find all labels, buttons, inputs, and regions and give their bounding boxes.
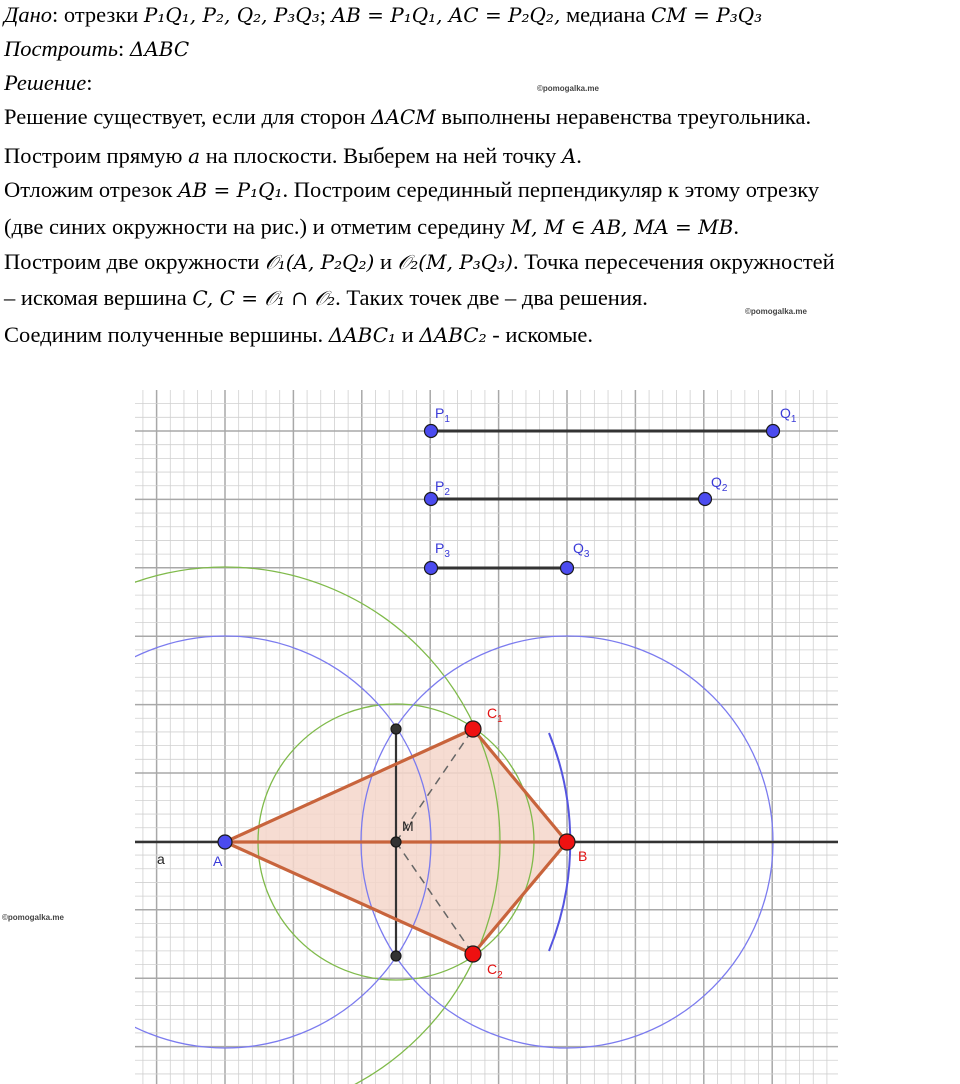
triangle-acm: ΔACM xyxy=(371,105,436,129)
point-q2 xyxy=(699,493,712,506)
solution-text-5b: и xyxy=(374,249,398,274)
solution-label-line: Решение: xyxy=(4,70,93,95)
midpoint-m: M, M ∈ AB, MA = MB xyxy=(510,215,734,239)
point-m xyxy=(391,837,401,847)
given-equalities: AB = P₁Q₁, AC = P₂Q₂, xyxy=(331,3,561,27)
solution-text-3a: Отложим отрезок xyxy=(4,177,179,202)
solution-text-5c: . Точка пересечения окружностей xyxy=(512,249,835,274)
solution-text-7c: - искомые. xyxy=(486,322,593,347)
construct-target: ΔABC xyxy=(129,37,190,61)
given-median-word: медиана xyxy=(560,2,651,27)
label-q3: $Q_3$ xyxy=(573,540,590,560)
point-b xyxy=(559,834,575,850)
point-c1 xyxy=(465,721,481,737)
watermark-left: ©pomogalka.me xyxy=(2,913,64,922)
solution-text-6a: – искомая вершина xyxy=(4,285,193,310)
solution-line-4: (две синих окружности на рис.) и отметим середину M, M ∈ AB, MA = MB. xyxy=(4,214,739,239)
point-p3 xyxy=(425,562,438,575)
solution-text-2a: Построим прямую xyxy=(4,143,189,168)
solution-label: Решение xyxy=(4,70,87,95)
given-label: Дано xyxy=(4,2,52,27)
circle-o2: 𝒪₂(M, P₃Q₃) xyxy=(397,250,513,274)
given-sep: ; xyxy=(319,2,332,27)
construct-line: Построить: ΔABC xyxy=(4,36,190,61)
label-q1: $Q_1$ xyxy=(780,405,797,425)
label-p2: $P_2$ xyxy=(435,478,450,498)
label-p1: $P_1$ xyxy=(435,405,450,425)
given-segments: P₁Q₁, P₂, Q₂, P₃Q₃ xyxy=(143,3,320,27)
solution-text-5a: Построим две окружности xyxy=(4,249,266,274)
vertex-c: C, C = 𝒪₁ ∩ 𝒪₂ xyxy=(192,286,336,310)
solution-text-6b: . Таких точек две – два решения. xyxy=(335,285,648,310)
triangle-abc1: ΔABC₁ xyxy=(328,323,397,347)
point-bisector-bottom xyxy=(391,951,401,961)
point-a-symbol: A xyxy=(561,144,577,168)
solution-text-7a: Соединим полученные вершины. xyxy=(4,322,329,347)
solution-text-7b: и xyxy=(396,322,420,347)
label-m: M xyxy=(402,818,414,834)
circle-o1: 𝒪₁(A, P₂Q₂) xyxy=(265,250,375,274)
point-c2 xyxy=(465,946,481,962)
solution-text-2b: на плоскости. Выберем на ней точку xyxy=(200,143,562,168)
point-q3 xyxy=(561,562,574,575)
solution-text-1b: выполнены неравенства треугольника. xyxy=(435,104,812,129)
point-q1 xyxy=(767,425,780,438)
label-q2: $Q_2$ xyxy=(711,474,728,494)
solution-text-1a: Решение существует, если для сторон xyxy=(4,104,372,129)
solution-line-2: Построим прямую a на плоскости. Выберем на ней точку A. xyxy=(4,143,582,168)
watermark-top: ©pomogalka.me xyxy=(537,84,599,93)
label-c2: $C_2$ xyxy=(487,961,503,981)
given-median: CM = P₃Q₃ xyxy=(651,3,763,27)
given-text: : отрезки xyxy=(51,2,144,27)
point-bisector-top xyxy=(391,724,401,734)
watermark-mid: ©pomogalka.me xyxy=(745,307,807,316)
point-p2 xyxy=(425,493,438,506)
construct-label: Построить xyxy=(4,36,118,61)
label-line-a: a xyxy=(157,851,165,867)
triangle-abc2: ΔABC₂ xyxy=(419,323,487,347)
solution-text-3b: . Построим серединный перпендикуляр к этому отрезку xyxy=(282,177,820,202)
label-a: A xyxy=(213,853,223,869)
segment-ab-eq: AB = P₁Q₁ xyxy=(178,178,283,202)
point-p1 xyxy=(425,425,438,438)
point-a xyxy=(218,835,232,849)
label-p3: $P_3$ xyxy=(435,540,450,560)
line-a-symbol: a xyxy=(188,144,201,168)
solution-text-4a: (две синих окружности на рис.) и отметим середину xyxy=(4,214,511,239)
label-b: B xyxy=(578,848,588,864)
label-c1: $C_1$ xyxy=(487,705,503,725)
